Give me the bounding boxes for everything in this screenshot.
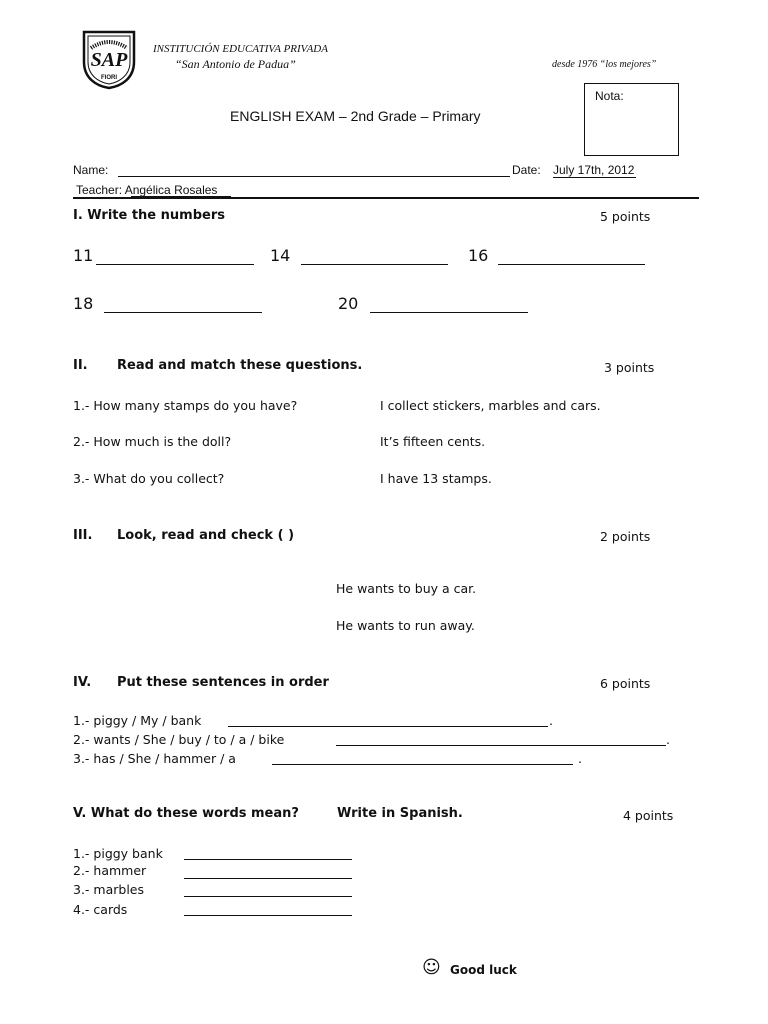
order-end-2: .	[666, 732, 670, 747]
name-field[interactable]	[118, 176, 510, 177]
word-3: 3.- marbles	[73, 882, 144, 897]
number-20: 20	[338, 294, 359, 313]
answer-3: I have 13 stamps.	[380, 471, 492, 486]
section-2-points: 3 points	[604, 360, 655, 375]
logo-monogram: SAP	[90, 49, 128, 71]
logo-fiori: FIORI	[101, 75, 117, 81]
answer-blank-18[interactable]	[104, 312, 262, 313]
check-option-1[interactable]: He wants to buy a car.	[336, 581, 477, 596]
header-divider	[73, 197, 699, 199]
order-blank-1[interactable]	[228, 726, 548, 727]
section-4-numeral: IV.	[73, 675, 92, 690]
grade-box[interactable]	[584, 83, 679, 156]
word-blank-2[interactable]	[184, 878, 352, 879]
teacher-line	[76, 183, 217, 197]
section-3-title: Look, read and check ( )	[117, 528, 295, 543]
section-3-numeral: III.	[73, 528, 93, 543]
grade-box-label: Nota:	[595, 89, 624, 103]
order-blank-3[interactable]	[272, 764, 573, 765]
section-5-title: V. What do these words mean?	[73, 806, 299, 821]
word-4: 4.- cards	[73, 902, 128, 917]
answer-blank-16[interactable]	[498, 264, 645, 265]
answer-2: It’s fifteen cents.	[380, 434, 486, 449]
order-end-3: .	[578, 751, 582, 766]
question-2: 2.- How much is the doll?	[73, 434, 232, 449]
answer-1: I collect stickers, marbles and cars.	[380, 398, 601, 413]
section-5-subtitle: Write in Spanish.	[337, 806, 463, 821]
answer-blank-20[interactable]	[370, 312, 528, 313]
section-2-numeral: II.	[73, 358, 88, 373]
section-3-points: 2 points	[600, 529, 651, 544]
check-option-2[interactable]: He wants to run away.	[336, 618, 475, 633]
question-1: 1.- How many stamps do you have?	[73, 398, 298, 413]
good-luck-text: Good luck	[450, 963, 517, 977]
order-item-3: 3.- has / She / hammer / a	[73, 751, 236, 766]
school-motto: desde 1976 “los mejores”	[552, 59, 657, 70]
order-blank-2[interactable]	[336, 745, 666, 746]
school-name: “San Antonio de Padua”	[175, 57, 296, 71]
word-blank-3[interactable]	[184, 896, 352, 897]
section-1-title: I. Write the numbers	[73, 208, 225, 223]
order-item-2: 2.- wants / She / buy / to / a / bike	[73, 732, 285, 747]
section-5-points: 4 points	[623, 808, 674, 823]
number-14: 14	[270, 246, 291, 265]
school-logo	[78, 28, 140, 90]
date-value: July 17th, 2012	[553, 163, 635, 177]
school-type: INSTITUCIÓN EDUCATIVA PRIVADA	[153, 43, 328, 55]
name-label: Name:	[73, 163, 109, 177]
exam-title: ENGLISH EXAM – 2nd Grade – Primary	[230, 108, 481, 124]
section-4-points: 6 points	[600, 676, 651, 691]
answer-blank-11[interactable]	[96, 264, 254, 265]
number-11: 11	[73, 246, 94, 265]
question-3: 3.- What do you collect?	[73, 471, 225, 486]
number-16: 16	[468, 246, 489, 265]
word-2: 2.- hammer	[73, 863, 147, 878]
number-18: 18	[73, 294, 94, 313]
section-2-title: Read and match these questions.	[117, 358, 363, 373]
section-1-points: 5 points	[600, 209, 651, 224]
teacher-label: Teacher:	[76, 183, 123, 197]
word-1: 1.- piggy bank	[73, 846, 163, 861]
order-item-1: 1.- piggy / My / bank	[73, 713, 202, 728]
teacher-name: Angélica Rosales	[124, 183, 218, 197]
smiley-icon: ☺	[422, 957, 441, 978]
word-blank-4[interactable]	[184, 915, 352, 916]
order-end-1: .	[549, 713, 553, 728]
section-4-title: Put these sentences in order	[117, 675, 329, 690]
answer-blank-14[interactable]	[301, 264, 448, 265]
word-blank-1[interactable]	[184, 859, 352, 860]
date-label: Date:	[512, 163, 541, 177]
